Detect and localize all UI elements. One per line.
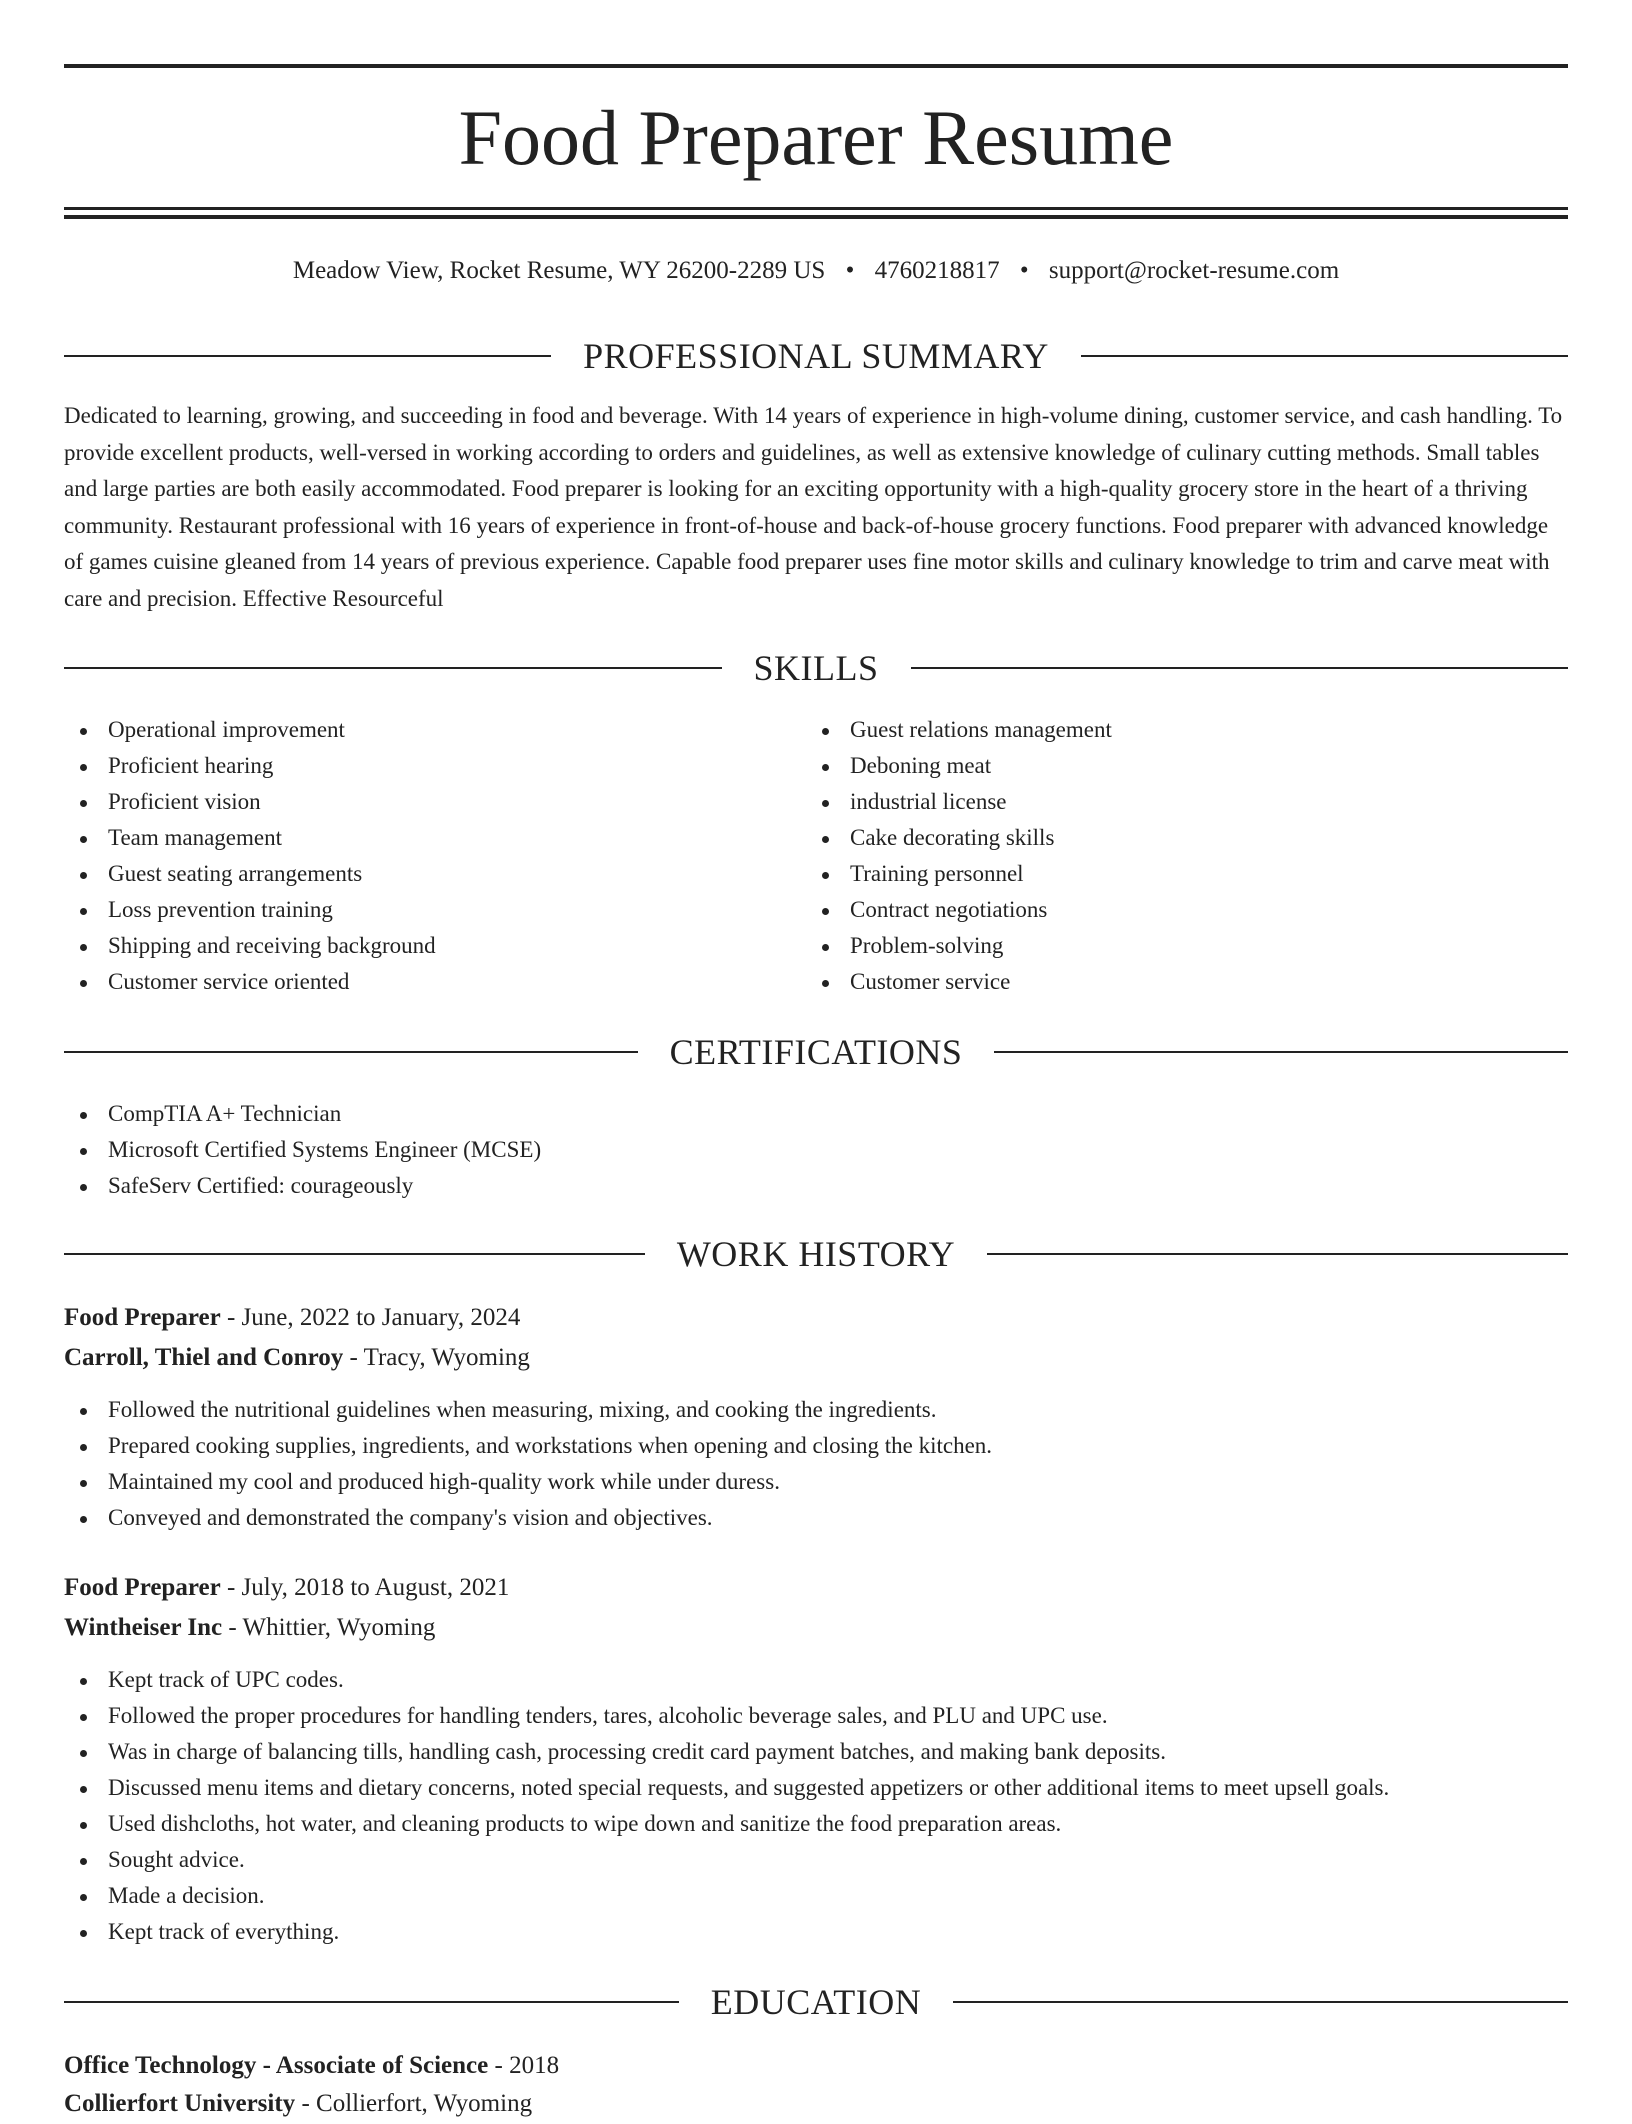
section-rule xyxy=(64,355,551,357)
skill-item: Operational improvement xyxy=(64,712,804,748)
top-rule xyxy=(64,64,1568,68)
job-duty-item: Was in charge of balancing tills, handling cash, processing credit card payment batches, and making bank deposits. xyxy=(64,1734,1568,1770)
job-location: - Whittier, Wyoming xyxy=(228,1614,436,1641)
job-duty-item: Maintained my cool and produced high-quality work while under duress. xyxy=(64,1464,1568,1500)
job-dates: - June, 2022 to January, 2024 xyxy=(226,1304,521,1331)
job-company: Carroll, Thiel and Conroy xyxy=(64,1344,344,1371)
skill-item: Team management xyxy=(64,820,804,856)
summary-text: Dedicated to learning, growing, and succeeding in food and beverage. With 14 years of experience in high-volume dining, customer service, and cash handling. To provide excellent products, well-versed in working according to orders and guidelines, as well as extensive knowledge of culinary cutting methods. Small tables and large parties are both easily accommodated. Food preparer is looking for an exciting opportunity with a high-quality grocery store in the heart of a thriving community. Restaurant professional with 16 years of experience in front-of-house and back-of-house grocery functions. Food preparer with advanced knowledge of games cuisine gleaned from 14 years of previous experience. Capable food preparer uses fine motor skills and culinary knowledge to trim and carve meat with care and precision. Effective Resourceful xyxy=(64,403,1563,611)
section-title: PROFESSIONAL SUMMARY xyxy=(583,336,1049,376)
education-location: - Collierfort, Wyoming xyxy=(301,2090,533,2117)
certification-item: SafeServ Certified: courageously xyxy=(64,1168,1568,1204)
job-duty-item: Followed the proper procedures for handling tenders, tares, alcoholic beverage sales, and PLU and UPC use. xyxy=(64,1698,1568,1734)
skill-item: Contract negotiations xyxy=(806,892,1546,928)
skill-item: Customer service xyxy=(806,964,1546,1000)
section-title: EDUCATION xyxy=(710,1982,922,2022)
section-rule xyxy=(911,667,1569,669)
skill-item: Proficient hearing xyxy=(64,748,804,784)
education-year: - 2018 xyxy=(494,2052,560,2079)
contact-separator: • xyxy=(1019,257,1029,284)
job-duty-item: Followed the nutritional guidelines when measuring, mixing, and cooking the ingredients. xyxy=(64,1392,1568,1428)
job-duty-item: Discussed menu items and dietary concerns, noted special requests, and suggested appetizers or other additional items to meet upsell goals. xyxy=(64,1770,1568,1806)
skill-item: Loss prevention training xyxy=(64,892,804,928)
resume-title: Food Preparer Resume xyxy=(458,94,1174,181)
job-duty-item: Conveyed and demonstrated the company's vision and objectives. xyxy=(64,1500,1568,1536)
job-title-line xyxy=(64,1298,1568,1338)
contact-address: Meadow View, Rocket Resume, WY 26200-2289 US xyxy=(292,257,826,284)
section-rule xyxy=(987,1253,1568,1255)
certifications-list xyxy=(64,1096,1568,1204)
contact-email: support@rocket-resume.com xyxy=(1048,257,1340,284)
certification-item: Microsoft Certified Systems Engineer (MCSE) xyxy=(64,1132,1568,1168)
job-duty-item: Sought advice. xyxy=(64,1842,1568,1878)
section-heading-skills xyxy=(64,648,1568,688)
job-title: Food Preparer xyxy=(64,1304,221,1331)
section-rule xyxy=(953,2001,1568,2003)
section-title: WORK HISTORY xyxy=(676,1234,956,1274)
skill-item: Customer service oriented xyxy=(64,964,804,1000)
job-title: Food Preparer xyxy=(64,1574,221,1601)
job-duty-item: Kept track of UPC codes. xyxy=(64,1662,1568,1698)
section-heading-summary xyxy=(64,336,1568,376)
skill-item: Guest relations management xyxy=(806,712,1546,748)
job-location: - Tracy, Wyoming xyxy=(349,1344,530,1371)
job-dates: - July, 2018 to August, 2021 xyxy=(226,1574,510,1601)
section-heading-education xyxy=(64,1982,1568,2022)
skill-item: Deboning meat xyxy=(806,748,1546,784)
section-rule xyxy=(64,1253,645,1255)
job-duty-item: Made a decision. xyxy=(64,1878,1568,1914)
skills-list-left xyxy=(64,712,804,1000)
section-rule xyxy=(64,667,722,669)
contact-separator: • xyxy=(845,257,855,284)
section-rule xyxy=(64,1051,638,1053)
skill-item: Problem-solving xyxy=(806,928,1546,964)
skill-item: Training personnel xyxy=(806,856,1546,892)
skill-item: Cake decorating skills xyxy=(806,820,1546,856)
job-duty-item: Kept track of everything. xyxy=(64,1914,1568,1950)
contact-line xyxy=(64,254,1568,288)
job-duty-item: Used dishcloths, hot water, and cleaning products to wipe down and sanitize the food preparation areas. xyxy=(64,1806,1568,1842)
section-heading-work-history xyxy=(64,1234,1568,1274)
section-title: CERTIFICATIONS xyxy=(669,1032,963,1072)
title-rule-upper xyxy=(64,207,1568,210)
skill-item: Proficient vision xyxy=(64,784,804,820)
education-school: Collierfort University xyxy=(64,2090,296,2117)
skill-item: industrial license xyxy=(806,784,1546,820)
section-rule xyxy=(1081,355,1568,357)
job-company: Wintheiser Inc xyxy=(64,1614,223,1641)
section-rule xyxy=(64,2001,679,2003)
job-company-line xyxy=(64,1338,1568,1378)
skills-list-right xyxy=(806,712,1546,1000)
job-duties-list xyxy=(64,1662,1568,1950)
section-title: SKILLS xyxy=(753,648,879,688)
job-duties-list xyxy=(64,1392,1568,1536)
education-school-line xyxy=(64,2084,1568,2124)
title-rule-lower xyxy=(64,215,1568,219)
certification-item: CompTIA A+ Technician xyxy=(64,1096,1568,1132)
contact-phone: 4760218817 xyxy=(874,257,1000,284)
job-title-line xyxy=(64,1568,1568,1608)
education-degree: Office Technology - Associate of Science xyxy=(64,2052,489,2079)
job-company-line xyxy=(64,1608,1568,1648)
section-rule xyxy=(994,1051,1568,1053)
education-degree-line xyxy=(64,2046,1568,2086)
job-duty-item: Prepared cooking supplies, ingredients, and workstations when opening and closing the kitchen. xyxy=(64,1428,1568,1464)
skill-item: Guest seating arrangements xyxy=(64,856,804,892)
section-heading-certifications xyxy=(64,1032,1568,1072)
skill-item: Shipping and receiving background xyxy=(64,928,804,964)
